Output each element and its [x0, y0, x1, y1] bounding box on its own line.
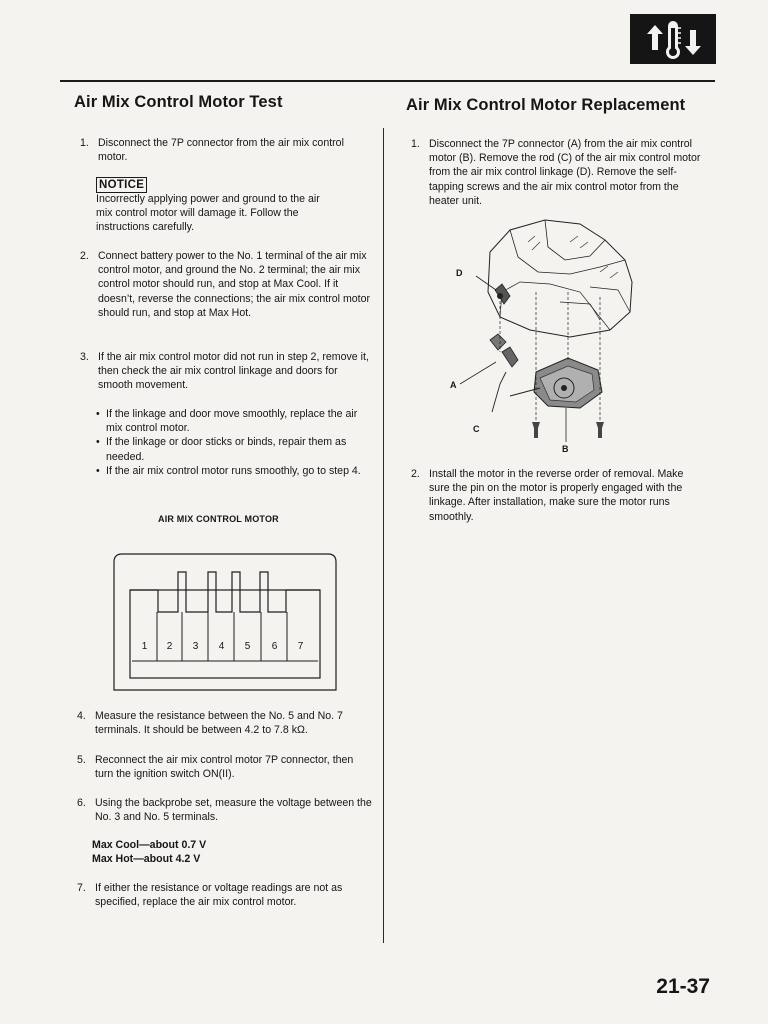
pin-label: 7 [297, 641, 304, 652]
test-step-7: 7. If either the resistance or voltage readings are not as specified, replace the air mix control motor. [77, 882, 343, 909]
bullet-item: • If the linkage and door move smoothly, replace the air mix control motor. [94, 407, 374, 435]
voltage-spec-max-cool: Max Cool—about 0.7 V [92, 839, 207, 851]
label-b: B [562, 444, 569, 454]
pin-label: 4 [218, 641, 225, 652]
voltage-spec-max-hot: Max Hot—about 4.2 V [92, 853, 201, 865]
replacement-step-1: 1. Disconnect the 7P connector (A) from the air mix control motor (B). Remove the rod (C) of the air mix control motor from the air mix control linkage (D). Remove the self-tapping screws and the air mix control motor from the heater unit. [411, 138, 701, 207]
test-step-5: 5. Reconnect the air mix control motor 7P connector, then turn the ignition switch ON(II). [77, 754, 354, 781]
heater-thermometer-icon [630, 14, 716, 64]
pin-label: 3 [192, 641, 199, 652]
test-step-2: 2. Connect battery power to the No. 1 terminal of the air mix control motor, and ground the No. 2 terminal; the air mix control motor should run, and stop at Max Cool. If it doesn’t, reverse the connections; the air mix control motor should run, and stop at Max Hot. [80, 250, 371, 319]
connector-diagram [110, 550, 340, 695]
bullet-item: • If the air mix control motor runs smoothly, go to step 4. [94, 464, 374, 478]
replacement-section-title: Air Mix Control Motor Replacement [406, 96, 686, 114]
label-c: C [473, 424, 480, 434]
notice-label: NOTICE [96, 175, 147, 193]
label-d: D [456, 268, 463, 278]
pin-label: 6 [271, 641, 278, 652]
pin-label: 1 [141, 641, 148, 652]
label-a: A [450, 380, 457, 390]
test-step-4: 4. Measure the resistance between the No. 5 and No. 7 terminals. It should be between 4.2 to 7.8 kΩ. [77, 710, 343, 737]
motor-removal-illustration [440, 212, 640, 462]
column-divider [383, 128, 384, 943]
connector-caption: AIR MIX CONTROL MOTOR [158, 514, 279, 524]
test-section-title: Air Mix Control Motor Test [74, 93, 283, 111]
test-step-3: 3. If the air mix control motor did not run in step 2, remove it, then check the air mix control linkage and doors for smooth movement. [80, 351, 369, 392]
header-rule [60, 80, 715, 82]
bullet-item: • If the linkage or door sticks or binds, repair them as needed. [94, 435, 374, 463]
pin-label: 5 [244, 641, 251, 652]
test-step-6: 6. Using the backprobe set, measure the voltage between the No. 3 and No. 5 terminals. [77, 797, 372, 824]
step-3-bullets [94, 407, 374, 478]
test-step-1: 1. Disconnect the 7P connector from the air mix control motor. [80, 137, 344, 164]
replacement-step-2: 2. Install the motor in the reverse order of removal. Make sure the pin on the motor is properly engaged with the linkage. After installation, make sure the motor runs smoothly. [411, 468, 684, 523]
page-number: 21-37 [656, 975, 710, 998]
notice-text: Incorrectly applying power and ground to the air mix control motor will damage it. Follow the instructions carefully. [96, 193, 320, 234]
pin-label: 2 [166, 641, 173, 652]
